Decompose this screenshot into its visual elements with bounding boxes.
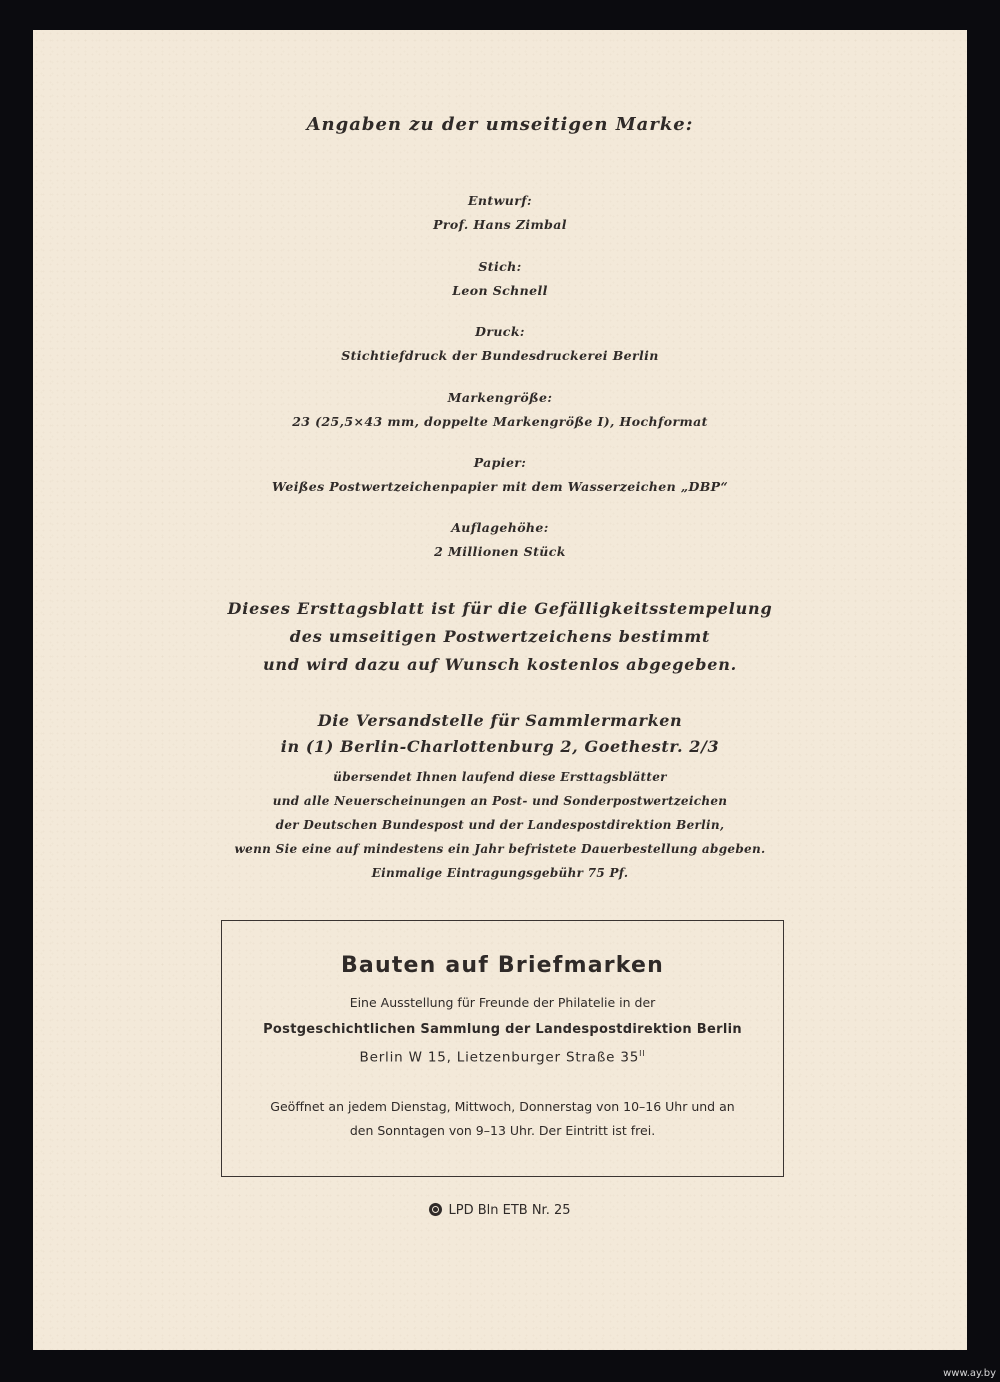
spec-label-stamp-size: Markengröße: [447, 390, 553, 405]
exhibition-address-text: Berlin W 15, Lietzenburger Straße 35 [359, 1049, 640, 1066]
spec-label-paper: Papier: [473, 455, 527, 470]
spec-value-engraving: Leon Schnell [452, 283, 548, 298]
dispatch-info-line-4: wenn Sie eine auf mindestens ein Jahr befristete Dauerbestellung abgeben. [234, 842, 766, 856]
post-horn-icon [429, 1203, 442, 1216]
spec-label-engraving: Stich: [478, 259, 522, 274]
dispatch-office-line-2: in (1) Berlin-Charlottenburg 2, Goethestr. 2/3 [280, 737, 720, 756]
dispatch-info-line-2: und alle Neuerscheinungen an Post- und Sonderpostwertzeichen [272, 794, 728, 808]
usage-note-line-1: Dieses Ersttagsblatt ist für die Gefälligkeitsstempelung [227, 599, 773, 618]
spec-value-stamp-size: 23 (25,5×43 mm, doppelte Markengröße I), Hochformat [292, 414, 708, 429]
exhibition-hours-line-2: den Sonntagen von 9–13 Uhr. Der Eintritt ist frei. [349, 1123, 656, 1138]
first-day-sheet [33, 30, 967, 1350]
dispatch-office-line-1: Die Versandstelle für Sammlermarken [317, 711, 683, 730]
exhibition-hours-line-1: Geöffnet an jedem Dienstag, Mittwoch, Donnerstag von 10–16 Uhr und an [270, 1099, 735, 1114]
dispatch-info-line-3: der Deutschen Bundespost und der Landespostdirektion Berlin, [275, 818, 725, 832]
exhibition-organization: Postgeschichtlichen Sammlung der Landespostdirektion Berlin [263, 1022, 742, 1037]
spec-label-print: Druck: [475, 324, 525, 339]
dispatch-fee-line: Einmalige Eintragungsgebühr 75 Pf. [371, 866, 629, 880]
spec-value-print: Stichtiefdruck der Bundesdruckerei Berlin [341, 348, 659, 363]
exhibition-subtitle: Eine Ausstellung für Freunde der Philatelie in der [349, 995, 656, 1010]
exhibition-title: Bauten auf Briefmarken [340, 953, 665, 978]
usage-note-line-2: des umseitigen Postwertzeichens bestimmt [289, 627, 711, 646]
dispatch-info-line-1: übersendet Ihnen laufend diese Ersttagsblätter [333, 770, 667, 784]
spec-label-print-run: Auflagehöhe: [451, 520, 549, 535]
usage-note-line-3: und wird dazu auf Wunsch kostenlos abgegeben. [262, 655, 738, 674]
exhibition-address-floor: II [639, 1049, 646, 1058]
exhibition-box [221, 920, 784, 1177]
sheet-heading: Angaben zu der umseitigen Marke: [306, 114, 694, 135]
spec-value-print-run: 2 Millionen Stück [434, 544, 566, 559]
spec-value-design: Prof. Hans Zimbal [433, 217, 567, 232]
watermark-text: www.ay.by [943, 1368, 996, 1379]
watermark [943, 1368, 996, 1379]
spec-value-paper: Weißes Postwertzeichenpapier mit dem Wasserzeichen „DBP“ [271, 479, 729, 494]
exhibition-address [222, 1049, 783, 1066]
sheet-reference-text: LPD Bln ETB Nr. 25 [448, 1203, 571, 1218]
sheet-reference [33, 1203, 967, 1218]
spec-label-design: Entwurf: [467, 193, 532, 208]
